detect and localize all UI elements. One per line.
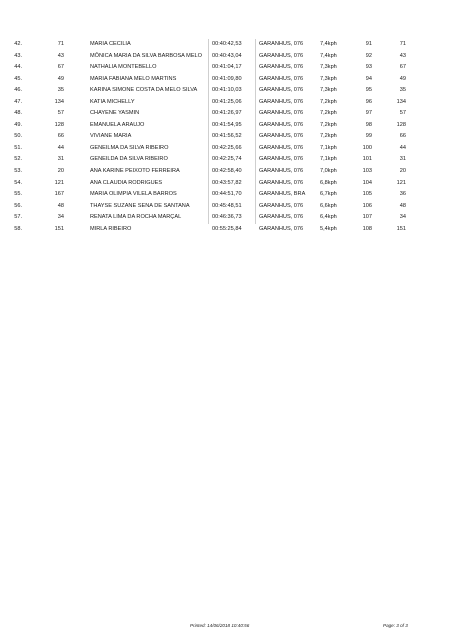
city-cell: GARANHUS, 076 <box>259 225 304 232</box>
position-cell: 55. <box>14 191 22 198</box>
category-rank-cell: 151 <box>396 225 406 232</box>
gender-rank-cell: 97 <box>365 110 372 117</box>
pace-cell: 7,2kph <box>320 133 337 140</box>
table-row <box>0 224 453 236</box>
runner-name-cell: ANA KARINE PEIXOTO FERREIRA <box>90 168 180 175</box>
category-rank-cell: 35 <box>399 87 406 94</box>
bib-number-cell: 66 <box>57 133 64 140</box>
category-rank-cell: 134 <box>396 98 406 105</box>
table-row <box>0 212 453 224</box>
city-cell: GARANHUS, 076 <box>259 121 304 128</box>
runner-name-cell: MIRLA RIBEIRO <box>90 225 132 232</box>
bib-number-cell: 43 <box>57 52 64 59</box>
position-cell: 42. <box>14 41 22 47</box>
position-cell: 48. <box>14 110 22 117</box>
bib-number-cell: 67 <box>57 64 64 71</box>
gender-rank-cell: 108 <box>362 225 372 232</box>
table-row <box>0 201 453 213</box>
bib-number-cell: 134 <box>54 98 64 105</box>
gender-rank-cell: 105 <box>362 191 372 198</box>
category-rank-cell: 49 <box>399 75 406 82</box>
category-rank-cell: 66 <box>399 133 406 140</box>
pace-cell: 5,4kph <box>320 225 337 232</box>
finish-time-cell: 00:42:25,74 <box>212 156 242 163</box>
position-cell: 53. <box>14 168 22 175</box>
position-cell: 57. <box>14 214 22 221</box>
finish-time-cell: 00:42:58,40 <box>212 168 242 175</box>
gender-rank-cell: 101 <box>362 156 372 163</box>
finish-time-cell: 00:46:36,73 <box>212 214 242 221</box>
gender-rank-cell: 103 <box>362 168 372 175</box>
bib-number-cell: 48 <box>57 202 64 209</box>
bib-number-cell: 151 <box>54 225 64 232</box>
city-cell: GARANHUS, 076 <box>259 98 304 105</box>
category-rank-cell: 20 <box>399 168 406 175</box>
gender-rank-cell: 106 <box>362 202 372 209</box>
position-cell: 56. <box>14 202 22 209</box>
bib-number-cell: 49 <box>57 75 64 82</box>
table-row <box>0 143 453 155</box>
runner-name-cell: GENEILMA DA SILVA RIBEIRO <box>90 144 169 151</box>
table-row <box>0 62 453 74</box>
city-cell: GARANHUS, 076 <box>259 144 304 151</box>
runner-name-cell: MÔNICA MARIA DA SILVA BARBOSA MELO <box>90 52 203 59</box>
position-cell: 44. <box>14 64 22 71</box>
city-cell: GARANHUS, 076 <box>259 75 304 82</box>
city-cell: GARANHUS, 076 <box>259 179 304 186</box>
category-rank-cell: 44 <box>399 144 406 151</box>
table-row <box>0 51 453 63</box>
pace-cell: 6,4kph <box>320 214 337 221</box>
city-cell: GARANHUS, 076 <box>259 87 304 94</box>
runner-name-cell: MARIA OLIMPIA VILELA BARROS <box>90 191 177 198</box>
city-cell: GARANHUS, 076 <box>259 168 304 175</box>
city-cell: GARANHUS, 076 <box>259 52 304 59</box>
gender-rank-cell: 98 <box>365 121 372 128</box>
gender-rank-cell: 95 <box>365 87 372 94</box>
table-row <box>0 74 453 86</box>
table-row <box>0 189 453 201</box>
finish-time-cell: 00:42:25,66 <box>212 144 242 151</box>
gender-rank-cell: 94 <box>365 75 372 82</box>
category-rank-cell: 71 <box>399 41 406 47</box>
gender-rank-cell: 104 <box>362 179 372 186</box>
category-rank-cell: 43 <box>399 52 406 59</box>
gender-rank-cell: 91 <box>365 41 372 47</box>
position-cell: 46. <box>14 87 22 94</box>
results-table <box>0 39 453 235</box>
runner-name-cell: GENEILDA DA SILVA RIBEIRO <box>90 156 168 163</box>
finish-time-cell: 00:40:43,04 <box>212 52 242 59</box>
pace-cell: 7,2kph <box>320 98 337 105</box>
bib-number-cell: 34 <box>57 214 64 221</box>
category-rank-cell: 57 <box>399 110 406 117</box>
gender-rank-cell: 92 <box>365 52 372 59</box>
pace-cell: 7,2kph <box>320 121 337 128</box>
category-rank-cell: 48 <box>399 202 406 209</box>
finish-time-cell: 00:41:25,06 <box>212 98 242 105</box>
runner-name-cell: CHAYENE YASMIN <box>90 110 140 117</box>
runner-name-cell: ANA CLAUDIA RODRIGUES <box>90 179 163 186</box>
table-row <box>0 97 453 109</box>
table-row <box>0 120 453 132</box>
city-cell: GARANHUS, 076 <box>259 202 304 209</box>
bib-number-cell: 35 <box>57 87 64 94</box>
finish-time-cell: 00:41:54,95 <box>212 121 242 128</box>
category-rank-cell: 128 <box>396 121 406 128</box>
finish-time-cell: 00:45:48,51 <box>212 202 242 209</box>
pace-cell: 7,3kph <box>320 75 337 82</box>
runner-name-cell: MARIA FABIANA MELO MARTINS <box>90 75 177 82</box>
category-rank-cell: 31 <box>399 156 406 163</box>
table-row <box>0 154 453 166</box>
table-row <box>0 85 453 97</box>
bib-number-cell: 167 <box>54 191 64 198</box>
gender-rank-cell: 107 <box>362 214 372 221</box>
bib-number-cell: 31 <box>57 156 64 163</box>
city-cell: GARANHUS, 076 <box>259 110 304 117</box>
gender-rank-cell: 96 <box>365 98 372 105</box>
finish-time-cell: 00:44:51,70 <box>212 191 242 198</box>
table-row <box>0 131 453 143</box>
position-cell: 50. <box>14 133 22 140</box>
pace-cell: 6,6kph <box>320 202 337 209</box>
pace-cell: 7,1kph <box>320 156 337 163</box>
gender-rank-cell: 93 <box>365 64 372 71</box>
bib-number-cell: 44 <box>57 144 64 151</box>
pace-cell: 7,2kph <box>320 110 337 117</box>
position-cell: 58. <box>14 225 22 232</box>
gender-rank-cell: 99 <box>365 133 372 140</box>
position-cell: 52. <box>14 156 22 163</box>
bib-number-cell: 121 <box>54 179 64 186</box>
pace-cell: 6,8kph <box>320 179 337 186</box>
runner-name-cell: THAYSE SUZANE SENA DE SANTANA <box>90 202 190 209</box>
position-cell: 54. <box>14 179 22 186</box>
runner-name-cell: VIVIANE MARIA <box>90 133 132 140</box>
position-cell: 43. <box>14 52 22 59</box>
city-cell: GARANHUS, 076 <box>259 156 304 163</box>
printed-timestamp: Printed: 14/06/2018 10:40:56 <box>190 623 250 628</box>
pace-cell: 7,4kph <box>320 52 337 59</box>
finish-time-cell: 00:43:57,82 <box>212 179 242 186</box>
finish-time-cell: 00:41:04,17 <box>212 64 242 71</box>
table-row <box>0 166 453 178</box>
city-cell: GARANHUS, 076 <box>259 214 304 221</box>
category-rank-cell: 36 <box>399 191 406 198</box>
runner-name-cell: KARINA SIMONE COSTA DA MELO SILVA <box>90 87 198 94</box>
table-row <box>0 108 453 120</box>
bib-number-cell: 71 <box>57 41 64 47</box>
runner-name-cell: MARIA CECILIA <box>90 41 131 47</box>
finish-time-cell: 00:40:42,53 <box>212 41 242 47</box>
runner-name-cell: RENATA LIMA DA ROCHA MARÇAL <box>90 214 182 221</box>
pace-cell: 7,4kph <box>320 41 337 47</box>
finish-time-cell: 00:41:10,03 <box>212 87 242 94</box>
bib-number-cell: 57 <box>57 110 64 117</box>
bib-number-cell: 128 <box>54 121 64 128</box>
page-number: Page: 3 of 3 <box>383 623 408 628</box>
position-cell: 51. <box>14 144 22 151</box>
finish-time-cell: 00:41:09,80 <box>212 75 242 82</box>
category-rank-cell: 121 <box>396 179 406 186</box>
bib-number-cell: 20 <box>57 168 64 175</box>
pace-cell: 7,3kph <box>320 64 337 71</box>
city-cell: GARANHUS, BRA <box>259 191 306 198</box>
pace-cell: 7,0kph <box>320 168 337 175</box>
position-cell: 45. <box>14 75 22 82</box>
gender-rank-cell: 100 <box>362 144 372 151</box>
category-rank-cell: 34 <box>399 214 406 221</box>
pace-cell: 7,3kph <box>320 87 337 94</box>
finish-time-cell: 00:41:56,52 <box>212 133 242 140</box>
runner-name-cell: EMANUELA ARAUJO <box>90 121 145 128</box>
city-cell: GARANHUS, 076 <box>259 64 304 71</box>
table-row <box>0 178 453 190</box>
city-cell: GARANHUS, 076 <box>259 41 304 47</box>
category-rank-cell: 67 <box>399 64 406 71</box>
table-row <box>0 39 453 51</box>
finish-time-cell: 00:55:25,84 <box>212 225 242 232</box>
position-cell: 49. <box>14 121 22 128</box>
pace-cell: 7,1kph <box>320 144 337 151</box>
city-cell: GARANHUS, 076 <box>259 133 304 140</box>
position-cell: 47. <box>14 98 22 105</box>
finish-time-cell: 00:41:26,97 <box>212 110 242 117</box>
pace-cell: 6,7kph <box>320 191 337 198</box>
runner-name-cell: NATHALIA MONTEBELLO <box>90 64 157 71</box>
runner-name-cell: KATIA MICHELLY <box>90 98 135 105</box>
